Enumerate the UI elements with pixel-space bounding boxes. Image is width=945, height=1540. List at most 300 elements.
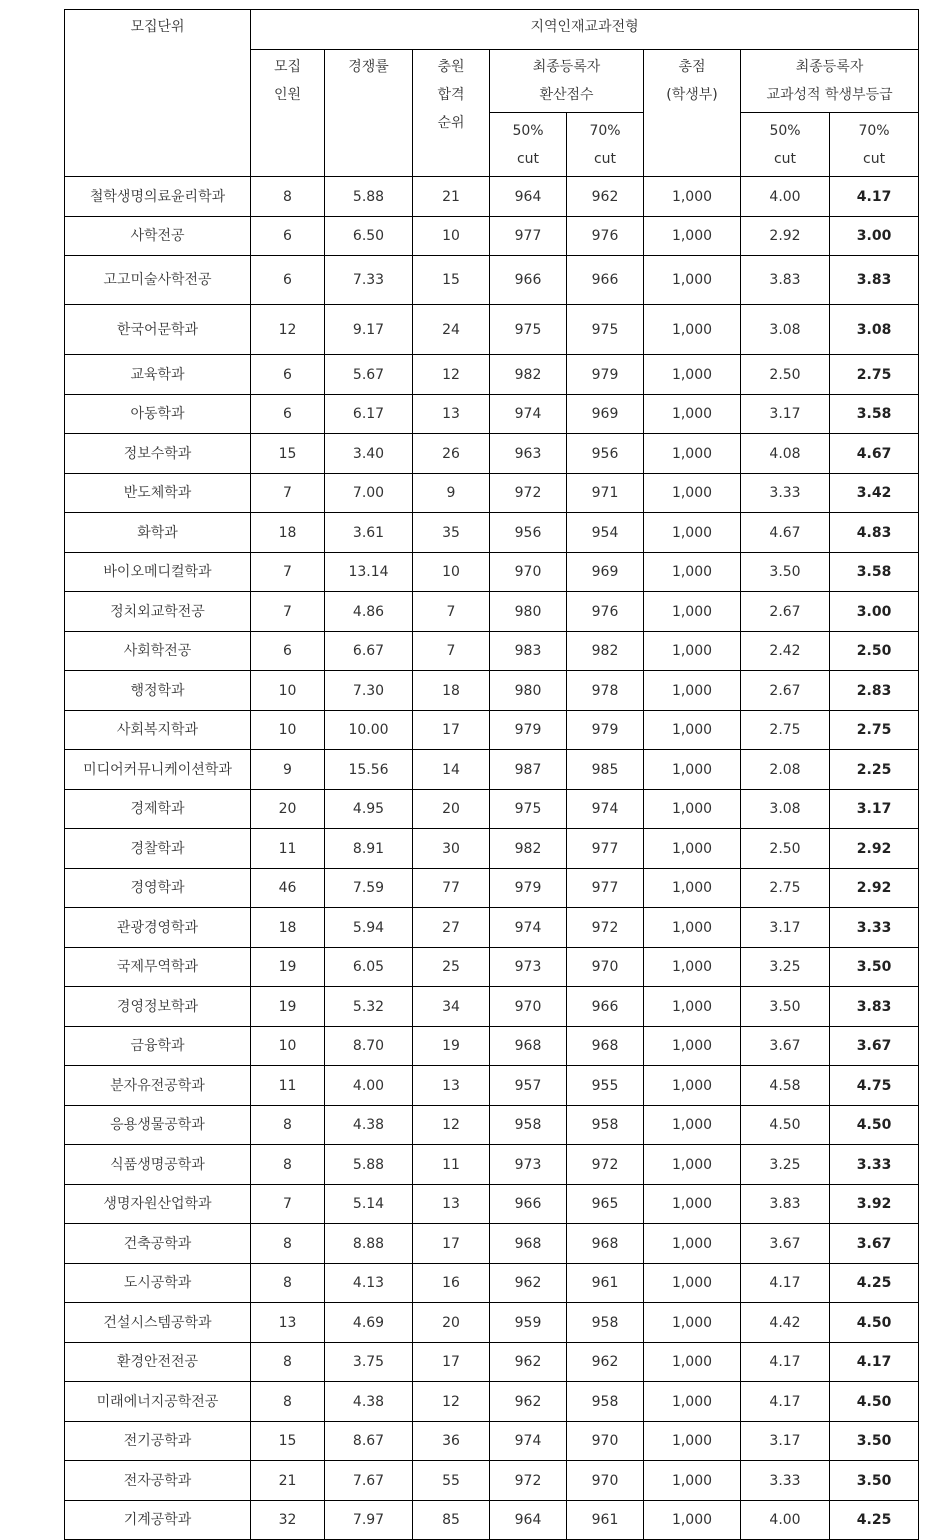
grade-cut50-cell: 4.58 [741,1066,830,1106]
grade-cut70-cell: 3.17 [830,790,919,829]
grade-cut70-cell: 4.50 [830,1303,919,1343]
header-score [490,50,644,113]
score-cut70-cell: 970 [567,948,644,987]
table-row [65,1343,919,1382]
total-cell: 1,000 [644,632,741,671]
table-body [65,177,919,1540]
grade-cut70-cell: 3.83 [830,256,919,305]
table-row [65,671,919,711]
header-total-line2: (학생부) [666,87,718,103]
grade-cut50-cell: 3.50 [741,987,830,1027]
header-grade-line1: 최종등록자 [795,59,864,75]
grade-cut50-cell: 2.50 [741,355,830,395]
rank-cell: 26 [413,434,490,474]
ratio-cell: 7.33 [325,256,413,305]
grade-cut50-cell: 2.42 [741,632,830,671]
grade-cut50-cell: 2.75 [741,869,830,908]
header-score-line2: 환산점수 [539,87,594,103]
table-row [65,1303,919,1343]
grade-cut70-cell: 3.67 [830,1224,919,1264]
quota-cell: 19 [251,987,325,1027]
ratio-cell: 4.69 [325,1303,413,1343]
header-grade-cut70 [830,113,919,177]
dept-name-cell: 식품생명공학과 [65,1145,251,1185]
score-cut50-cell: 970 [490,553,567,592]
dept-name-cell: 아동학과 [65,395,251,434]
score-cut50-cell: 983 [490,632,567,671]
ratio-cell: 8.67 [325,1422,413,1461]
table-row [65,553,919,592]
rank-cell: 77 [413,869,490,908]
dept-name-cell: 경찰학과 [65,829,251,869]
grade-cut50-cell: 3.83 [741,1185,830,1224]
rank-cell: 24 [413,305,490,355]
rank-cell: 55 [413,1461,490,1501]
quota-cell: 6 [251,256,325,305]
total-cell: 1,000 [644,1106,741,1145]
grade-cut70-cell: 2.83 [830,671,919,711]
rank-cell: 35 [413,513,490,553]
dept-name-cell: 행정학과 [65,671,251,711]
score-cut50-cell: 974 [490,395,567,434]
grade-cut70-cell: 4.83 [830,513,919,553]
table-row [65,513,919,553]
table-row [65,948,919,987]
total-cell: 1,000 [644,948,741,987]
dept-name-cell: 응용생물공학과 [65,1106,251,1145]
total-cell: 1,000 [644,908,741,948]
score-cut50-cell: 982 [490,355,567,395]
header-rank-line2: 합격 [437,87,465,103]
grade-cut50-cell: 2.08 [741,750,830,790]
score-cut70-cell: 976 [567,592,644,632]
dept-name-cell: 바이오메디컬학과 [65,553,251,592]
grade-cut50-cell: 3.08 [741,790,830,829]
rank-cell: 9 [413,474,490,513]
rank-cell: 85 [413,1501,490,1540]
quota-cell: 8 [251,177,325,217]
rank-cell: 16 [413,1264,490,1303]
table-row [65,256,919,305]
grade-cut70-cell: 3.58 [830,553,919,592]
rank-cell: 12 [413,1106,490,1145]
total-cell: 1,000 [644,1422,741,1461]
ratio-cell: 7.97 [325,1501,413,1540]
table-row [65,1382,919,1422]
rank-cell: 12 [413,1382,490,1422]
score-cut70-cell: 956 [567,434,644,474]
grade-cut50-cell: 3.25 [741,948,830,987]
dept-name-cell: 정보수학과 [65,434,251,474]
quota-cell: 6 [251,217,325,256]
score-cut50-cell: 964 [490,1501,567,1540]
score-cut70-cell: 978 [567,671,644,711]
score-cut50-cell: 968 [490,1027,567,1066]
dept-name-cell: 고고미술사학전공 [65,256,251,305]
header-grade-cut50 [741,113,830,177]
grade-cut70-cell: 3.08 [830,305,919,355]
rank-cell: 27 [413,908,490,948]
ratio-cell: 7.00 [325,474,413,513]
total-cell: 1,000 [644,1185,741,1224]
table-row [65,829,919,869]
ratio-cell: 5.94 [325,908,413,948]
score-cut70-cell: 958 [567,1106,644,1145]
grade-cut50-cell: 3.67 [741,1027,830,1066]
score-cut70-cell: 958 [567,1303,644,1343]
score-cut70-cell: 961 [567,1501,644,1540]
header-grade-cut50-label: cut [773,151,797,167]
header-grade [741,50,919,113]
score-cut50-cell: 974 [490,908,567,948]
ratio-cell: 15.56 [325,750,413,790]
rank-cell: 15 [413,256,490,305]
score-cut50-cell: 972 [490,474,567,513]
grade-cut50-cell: 2.75 [741,711,830,750]
rank-cell: 11 [413,1145,490,1185]
header-score-cut70-pct: 70% [589,123,621,139]
dept-name-cell: 철학생명의료윤리학과 [65,177,251,217]
grade-cut50-cell: 3.33 [741,474,830,513]
table-row [65,790,919,829]
grade-cut70-cell: 3.50 [830,948,919,987]
table-row [65,632,919,671]
ratio-cell: 4.38 [325,1106,413,1145]
quota-cell: 32 [251,1501,325,1540]
total-cell: 1,000 [644,256,741,305]
header-rank [413,50,490,177]
rank-cell: 18 [413,671,490,711]
table-row [65,987,919,1027]
quota-cell: 8 [251,1382,325,1422]
rank-cell: 14 [413,750,490,790]
ratio-cell: 4.95 [325,790,413,829]
ratio-cell: 7.59 [325,869,413,908]
grade-cut50-cell: 3.33 [741,1461,830,1501]
total-cell: 1,000 [644,355,741,395]
ratio-cell: 3.40 [325,434,413,474]
total-cell: 1,000 [644,1461,741,1501]
rank-cell: 7 [413,632,490,671]
score-cut70-cell: 982 [567,632,644,671]
table-row [65,177,919,217]
grade-cut50-cell: 4.67 [741,513,830,553]
dept-name-cell: 화학과 [65,513,251,553]
score-cut50-cell: 958 [490,1106,567,1145]
grade-cut70-cell: 2.25 [830,750,919,790]
total-cell: 1,000 [644,1066,741,1106]
quota-cell: 20 [251,790,325,829]
score-cut70-cell: 965 [567,1185,644,1224]
header-ratio: 경쟁률 [325,50,413,177]
ratio-cell: 6.50 [325,217,413,256]
table-row [65,711,919,750]
ratio-cell: 8.70 [325,1027,413,1066]
score-cut70-cell: 961 [567,1264,644,1303]
score-cut50-cell: 974 [490,1422,567,1461]
total-cell: 1,000 [644,177,741,217]
table-header [65,10,919,177]
header-rank-line1: 충원 [437,59,465,75]
table-row [65,750,919,790]
table-row [65,592,919,632]
quota-cell: 12 [251,305,325,355]
grade-cut70-cell: 2.92 [830,869,919,908]
total-cell: 1,000 [644,987,741,1027]
score-cut50-cell: 970 [490,987,567,1027]
dept-name-cell: 환경안전전공 [65,1343,251,1382]
score-cut70-cell: 974 [567,790,644,829]
table-row [65,474,919,513]
quota-cell: 19 [251,948,325,987]
rank-cell: 12 [413,355,490,395]
grade-cut50-cell: 4.42 [741,1303,830,1343]
table-row [65,1224,919,1264]
total-cell: 1,000 [644,1501,741,1540]
rank-cell: 17 [413,1343,490,1382]
header-score-cut50-label: cut [516,151,540,167]
total-cell: 1,000 [644,395,741,434]
dept-name-cell: 사회복지학과 [65,711,251,750]
rank-cell: 10 [413,553,490,592]
header-grade-line2: 교과성적 학생부등급 [766,87,893,103]
header-score-cut70-label: cut [593,151,617,167]
quota-cell: 6 [251,395,325,434]
table-row [65,355,919,395]
quota-cell: 9 [251,750,325,790]
score-cut50-cell: 975 [490,790,567,829]
grade-cut70-cell: 3.50 [830,1422,919,1461]
header-score-line1: 최종등록자 [532,59,601,75]
score-cut70-cell: 977 [567,829,644,869]
grade-cut70-cell: 4.25 [830,1264,919,1303]
score-cut70-cell: 968 [567,1027,644,1066]
rank-cell: 10 [413,217,490,256]
dept-name-cell: 건축공학과 [65,1224,251,1264]
score-cut70-cell: 962 [567,177,644,217]
total-cell: 1,000 [644,750,741,790]
dept-name-cell: 미디어커뮤니케이션학과 [65,750,251,790]
quota-cell: 8 [251,1343,325,1382]
score-cut50-cell: 979 [490,869,567,908]
score-cut50-cell: 964 [490,177,567,217]
ratio-cell: 5.14 [325,1185,413,1224]
grade-cut50-cell: 3.67 [741,1224,830,1264]
dept-name-cell: 반도체학과 [65,474,251,513]
score-cut70-cell: 985 [567,750,644,790]
admissions-table [64,9,919,1540]
grade-cut50-cell: 3.50 [741,553,830,592]
rank-cell: 25 [413,948,490,987]
total-cell: 1,000 [644,711,741,750]
table-row [65,217,919,256]
header-rank-line3: 순위 [437,115,465,131]
rank-cell: 34 [413,987,490,1027]
dept-name-cell: 도시공학과 [65,1264,251,1303]
total-cell: 1,000 [644,474,741,513]
score-cut70-cell: 972 [567,908,644,948]
rank-cell: 30 [413,829,490,869]
header-quota [251,50,325,177]
grade-cut70-cell: 3.00 [830,592,919,632]
total-cell: 1,000 [644,869,741,908]
dept-name-cell: 미래에너지공학전공 [65,1382,251,1422]
ratio-cell: 6.67 [325,632,413,671]
score-cut50-cell: 982 [490,829,567,869]
table-row [65,908,919,948]
score-cut70-cell: 971 [567,474,644,513]
score-cut70-cell: 966 [567,256,644,305]
total-cell: 1,000 [644,671,741,711]
grade-cut50-cell: 3.17 [741,395,830,434]
total-cell: 1,000 [644,1145,741,1185]
header-score-cut70 [567,113,644,177]
header-track: 지역인재교과전형 [251,10,919,50]
dept-name-cell: 사학전공 [65,217,251,256]
score-cut70-cell: 977 [567,869,644,908]
table-row [65,1145,919,1185]
ratio-cell: 6.17 [325,395,413,434]
quota-cell: 11 [251,1066,325,1106]
total-cell: 1,000 [644,1382,741,1422]
score-cut50-cell: 956 [490,513,567,553]
ratio-cell: 4.13 [325,1264,413,1303]
header-quota-line1: 모집 [273,59,302,75]
ratio-cell: 10.00 [325,711,413,750]
header-grade-cut50-pct: 50% [769,123,801,139]
rank-cell: 7 [413,592,490,632]
grade-cut70-cell: 4.17 [830,1343,919,1382]
rank-cell: 21 [413,177,490,217]
grade-cut70-cell: 4.50 [830,1106,919,1145]
score-cut70-cell: 972 [567,1145,644,1185]
total-cell: 1,000 [644,513,741,553]
header-grade-cut70-label: cut [863,151,886,167]
header-unit: 모집단위 [65,10,251,177]
dept-name-cell: 교육학과 [65,355,251,395]
grade-cut50-cell: 4.17 [741,1382,830,1422]
score-cut70-cell: 969 [567,553,644,592]
score-cut70-cell: 954 [567,513,644,553]
dept-name-cell: 경제학과 [65,790,251,829]
ratio-cell: 5.32 [325,987,413,1027]
score-cut50-cell: 987 [490,750,567,790]
quota-cell: 15 [251,1422,325,1461]
score-cut70-cell: 979 [567,355,644,395]
grade-cut50-cell: 2.50 [741,829,830,869]
table-row [65,305,919,355]
score-cut50-cell: 966 [490,1185,567,1224]
rank-cell: 36 [413,1422,490,1461]
quota-cell: 7 [251,1185,325,1224]
total-cell: 1,000 [644,217,741,256]
dept-name-cell: 한국어문학과 [65,305,251,355]
ratio-cell: 7.67 [325,1461,413,1501]
grade-cut50-cell: 4.17 [741,1343,830,1382]
score-cut50-cell: 973 [490,1145,567,1185]
quota-cell: 6 [251,632,325,671]
ratio-cell: 7.30 [325,671,413,711]
grade-cut50-cell: 2.92 [741,217,830,256]
quota-cell: 21 [251,1461,325,1501]
grade-cut50-cell: 4.17 [741,1264,830,1303]
rank-cell: 19 [413,1027,490,1066]
table-row [65,1264,919,1303]
ratio-cell: 8.91 [325,829,413,869]
header-score-cut50 [490,113,567,177]
total-cell: 1,000 [644,829,741,869]
score-cut50-cell: 963 [490,434,567,474]
grade-cut50-cell: 3.17 [741,1422,830,1461]
table-row [65,1027,919,1066]
grade-cut70-cell: 4.67 [830,434,919,474]
quota-cell: 8 [251,1224,325,1264]
score-cut50-cell: 962 [490,1343,567,1382]
grade-cut50-cell: 3.83 [741,256,830,305]
grade-cut50-cell: 2.67 [741,671,830,711]
ratio-cell: 4.38 [325,1382,413,1422]
quota-cell: 18 [251,908,325,948]
grade-cut50-cell: 4.08 [741,434,830,474]
ratio-cell: 5.67 [325,355,413,395]
dept-name-cell: 분자유전공학과 [65,1066,251,1106]
score-cut50-cell: 959 [490,1303,567,1343]
dept-name-cell: 금융학과 [65,1027,251,1066]
dept-name-cell: 경영정보학과 [65,987,251,1027]
grade-cut70-cell: 2.92 [830,829,919,869]
quota-cell: 11 [251,829,325,869]
rank-cell: 17 [413,1224,490,1264]
quota-cell: 10 [251,711,325,750]
rank-cell: 20 [413,1303,490,1343]
rank-cell: 13 [413,1066,490,1106]
rank-cell: 17 [413,711,490,750]
grade-cut70-cell: 3.33 [830,1145,919,1185]
quota-cell: 7 [251,553,325,592]
score-cut70-cell: 976 [567,217,644,256]
score-cut70-cell: 969 [567,395,644,434]
score-cut70-cell: 970 [567,1461,644,1501]
total-cell: 1,000 [644,434,741,474]
rank-cell: 13 [413,395,490,434]
rank-cell: 20 [413,790,490,829]
header-total [644,50,741,177]
dept-name-cell: 전기공학과 [65,1422,251,1461]
quota-cell: 10 [251,1027,325,1066]
ratio-cell: 4.00 [325,1066,413,1106]
score-cut50-cell: 962 [490,1382,567,1422]
grade-cut70-cell: 3.58 [830,395,919,434]
dept-name-cell: 국제무역학과 [65,948,251,987]
score-cut70-cell: 955 [567,1066,644,1106]
dept-name-cell: 정치외교학전공 [65,592,251,632]
grade-cut70-cell: 3.50 [830,1461,919,1501]
quota-cell: 6 [251,355,325,395]
table-row [65,395,919,434]
score-cut70-cell: 962 [567,1343,644,1382]
score-cut70-cell: 958 [567,1382,644,1422]
grade-cut70-cell: 3.92 [830,1185,919,1224]
table-row [65,1461,919,1501]
grade-cut70-cell: 2.75 [830,355,919,395]
ratio-cell: 9.17 [325,305,413,355]
ratio-cell: 8.88 [325,1224,413,1264]
grade-cut50-cell: 4.50 [741,1106,830,1145]
total-cell: 1,000 [644,1027,741,1066]
ratio-cell: 4.86 [325,592,413,632]
total-cell: 1,000 [644,553,741,592]
quota-cell: 8 [251,1264,325,1303]
